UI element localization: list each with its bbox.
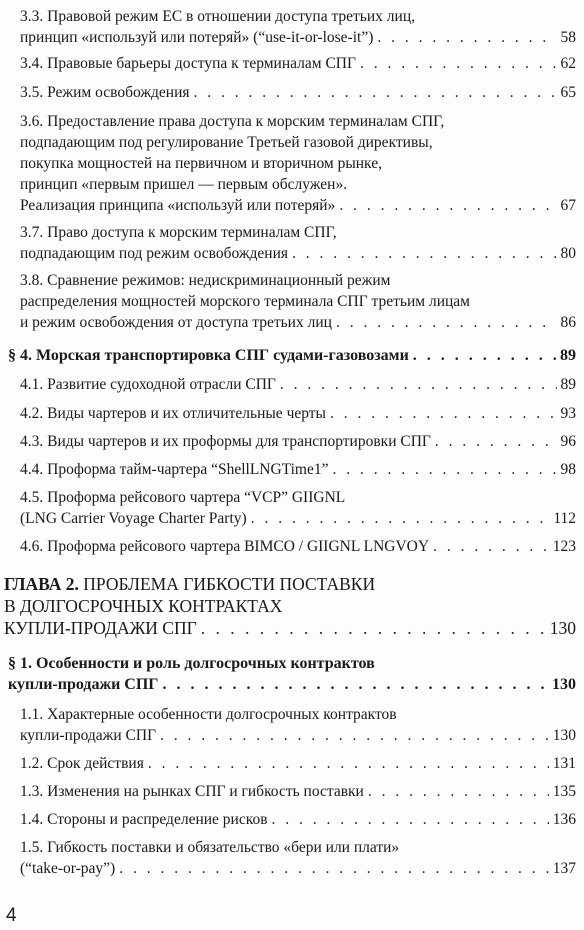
toc-entry-4-4[interactable]: [20, 459, 576, 480]
page-ref: 62: [560, 55, 576, 72]
toc-section-title: § 4. Морская транспортировка СПГ судами-газовозами: [8, 347, 409, 364]
toc-entry-1-5[interactable]: [20, 837, 576, 879]
toc-entry-text: 4.5. Проформа рейсового чартера “VCP” GIIGNL: [20, 489, 346, 506]
toc-section-4[interactable]: [8, 345, 576, 366]
toc-entry-text: 3.6. Предоставление права доступа к морским терминалам СПГ,: [20, 113, 445, 130]
chapter-title: ПРОБЛЕМА ГИБКОСТИ ПОСТАВКИ: [78, 574, 376, 594]
page-ref: 135: [552, 783, 576, 800]
page-ref: 137: [552, 860, 576, 877]
page-ref: 89: [560, 347, 576, 364]
leader-dots: [336, 312, 557, 333]
leader-dots: [292, 243, 556, 264]
toc-entry-text: 4.1. Развитие судоходной отрасли СПГ: [20, 376, 276, 393]
leader-dots: [162, 674, 548, 695]
toc-entry-text: и режим освобождения от доступа третьих лиц: [20, 314, 332, 331]
page-ref: 131: [552, 755, 576, 772]
leader-dots: [330, 403, 557, 424]
toc-entry-text: 1.3. Изменения на рынках СПГ и гибкость поставки: [20, 783, 364, 800]
page-ref: 58: [560, 29, 576, 46]
leader-dots: [433, 536, 549, 557]
page-ref: 65: [560, 84, 576, 101]
toc-chapter-2[interactable]: [4, 573, 576, 639]
toc-entry-text: принцип «используй или потеряй» (“use-it-or-lose-it”): [20, 29, 374, 46]
toc-entry-text: 3.3. Правовой режим ЕС в отношении доступа третьих лиц,: [20, 8, 416, 25]
toc-entry-4-2[interactable]: [20, 403, 576, 424]
toc-entry-text: подпадающим под регулирование Третьей газовой директивы,: [20, 134, 433, 151]
toc-entry-3-6[interactable]: [20, 111, 576, 216]
page-ref: 136: [552, 811, 576, 828]
toc-entry-1-4[interactable]: [20, 809, 576, 830]
toc-entry-4-3[interactable]: [20, 431, 576, 452]
toc-entry-text: 3.7. Право доступа к морским терминалам СПГ,: [20, 224, 337, 241]
toc-entry-text: 3.8. Сравнение режимов: недискриминационный режим: [20, 272, 391, 289]
page-number: 4: [6, 905, 17, 926]
toc-entry-text: 3.5. Режим освобождения: [20, 84, 190, 101]
leader-dots: [251, 508, 550, 529]
leader-dots: [368, 781, 549, 802]
leader-dots: [119, 858, 549, 879]
chapter-title: В ДОЛГОСРОЧНЫХ КОНТРАКТАХ: [4, 596, 283, 616]
toc-entry-text: 1.1. Характерные особенности долгосрочных контрактов: [20, 706, 397, 723]
page-ref: 80: [560, 245, 576, 262]
toc-section-1[interactable]: [8, 653, 576, 695]
toc-entry-3-5[interactable]: [20, 82, 576, 103]
leader-dots: [413, 345, 556, 366]
chapter-label: ГЛАВА 2.: [4, 574, 79, 594]
toc-entry-3-3[interactable]: [20, 6, 576, 48]
toc-entry-4-5[interactable]: [20, 487, 576, 529]
page-ref: 67: [560, 197, 576, 214]
page-ref: 123: [552, 538, 576, 555]
page-ref: 130: [552, 676, 576, 693]
toc-entry-text: 1.5. Гибкость поставки и обязательство «бери или плати»: [20, 839, 400, 856]
toc-entry-text: 4.2. Виды чартеров и их отличительные черты: [20, 405, 326, 422]
toc-entry-text: подпадающим под режим освобождения: [20, 245, 289, 262]
leader-dots: [377, 27, 556, 48]
toc-entry-text: принцип «первым пришел — первым обслужен».: [20, 176, 348, 193]
toc-entry-4-1[interactable]: [20, 374, 576, 395]
toc-entry-text: 3.4. Правовые барьеры доступа к терминалам СПГ: [20, 55, 356, 72]
toc-entry-3-7[interactable]: [20, 222, 576, 264]
leader-dots: [360, 53, 557, 74]
toc-entry-text: 1.4. Стороны и распределение рисков: [20, 811, 268, 828]
toc-entry-text: распределения мощностей морского терминала СПГ третьим лицам: [20, 293, 470, 310]
toc-entry-text: (“take-or-pay”): [20, 860, 116, 877]
leader-dots: [272, 809, 549, 830]
leader-dots: [280, 374, 557, 395]
toc-entry-text: (LNG Carrier Voyage Charter Party): [20, 510, 247, 527]
page-ref: 93: [560, 405, 576, 422]
toc-entry-text: покупка мощностей на первичном и вторичном рынке,: [20, 155, 382, 172]
toc-section-title: купли-продажи СПГ: [8, 676, 159, 693]
toc-entry-text: купли-продажи СПГ: [20, 727, 157, 744]
toc-entry-text: 4.4. Проформа тайм-чартера “ShellLNGTime1”: [20, 461, 329, 478]
toc-entry-text: 4.6. Проформа рейсового чартера BIMCO / GIIGNL LNGVOY: [20, 538, 430, 555]
toc-entry-text: 1.2. Срок действия: [20, 755, 144, 772]
page-ref: 112: [553, 510, 576, 527]
leader-dots: [435, 431, 557, 452]
leader-dots: [201, 617, 546, 639]
page-ref: 130: [549, 618, 576, 638]
toc-entry-1-3[interactable]: [20, 781, 576, 802]
toc-entry-3-4[interactable]: [20, 53, 576, 74]
page-ref: 86: [560, 314, 576, 331]
toc-entry-4-6[interactable]: [20, 536, 576, 557]
leader-dots: [339, 195, 556, 216]
page-ref: 89: [560, 376, 576, 393]
chapter-title-line: [4, 573, 576, 595]
page-ref: 98: [560, 461, 576, 478]
leader-dots: [332, 459, 556, 480]
chapter-title: КУПЛИ-ПРОДАЖИ СПГ: [4, 618, 197, 638]
toc-entry-1-1[interactable]: [20, 704, 576, 746]
toc-entry-3-8[interactable]: [20, 270, 576, 333]
toc-entry-text: 4.3. Виды чартеров и их проформы для транспортировки СПГ: [20, 433, 431, 450]
toc-section-title: § 1. Особенности и роль долгосрочных контрактов: [8, 655, 375, 672]
leader-dots: [148, 753, 549, 774]
page-ref: 130: [552, 727, 576, 744]
leader-dots: [194, 82, 557, 103]
page-ref: 96: [560, 433, 576, 450]
toc-entry-1-2[interactable]: [20, 753, 576, 774]
toc-entry-text: Реализация принципа «используй или потеряй»: [20, 197, 336, 214]
leader-dots: [160, 725, 549, 746]
